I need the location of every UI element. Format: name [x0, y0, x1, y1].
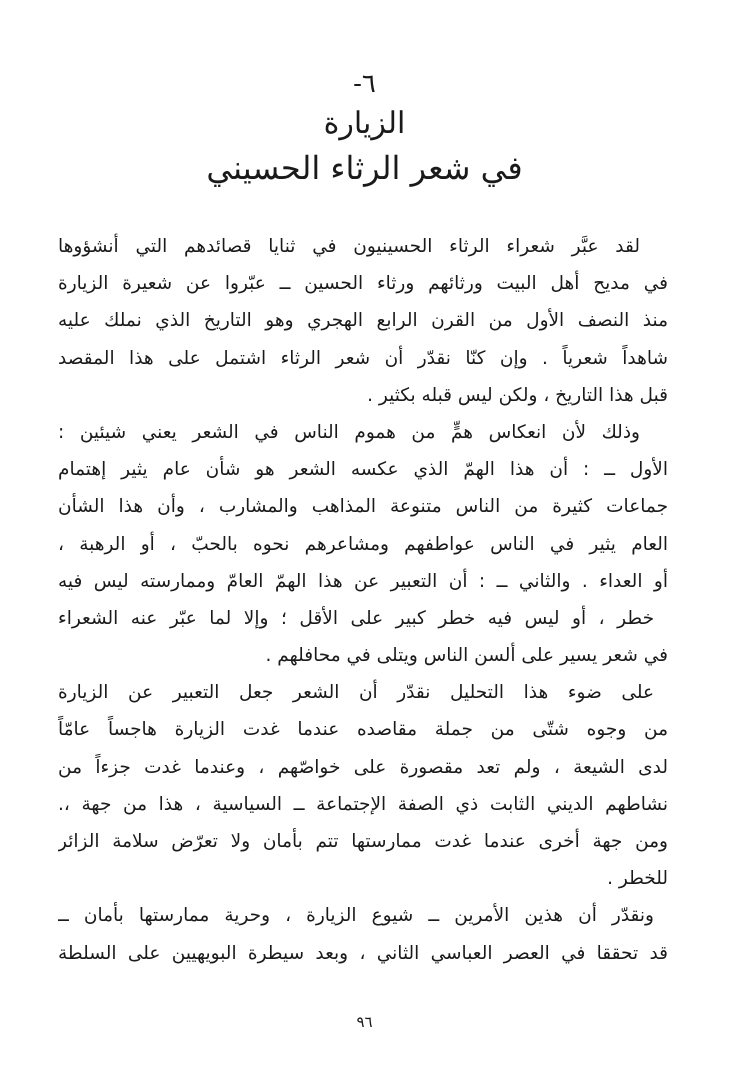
text-line: شاهداً شعرياً . وإن كنّا نقدّر أن شعر الرثاء اشتمل على هذا المقصد	[58, 347, 668, 369]
text-line: للخطر .	[607, 868, 668, 890]
page-number: ٩٦	[356, 1013, 373, 1031]
body-text	[58, 228, 668, 972]
text-line: لدى الشيعة ، ولم تعد مقصورة على خواصّهم ، وعندما غدت جزءاً من	[58, 756, 668, 778]
text-line: خطر ، أو ليس فيه خطر كبير على الأقل ؛ وإلا لما عبّر عنه الشعراء	[58, 607, 654, 629]
text-line: قبل هذا التاريخ ، ولكن ليس قبله بكثير .	[367, 384, 668, 406]
chapter-subtitle: في شعر الرثاء الحسيني	[206, 149, 523, 187]
chapter-number: -٦	[353, 69, 376, 99]
chapter-title: الزيارة	[323, 106, 406, 141]
text-line: أو العداء . والثاني ــ : أن التعبير عن هذا الهمّ العامّ وممارسته ليس فيه	[58, 570, 668, 592]
text-line: منذ النصف الأول من القرن الرابع الهجري وهو التاريخ الذي نملك عليه	[58, 310, 668, 332]
text-line: وذلك لأن انعكاس همٍّ من هموم الناس في الشعر يعني شيئين :	[58, 421, 640, 443]
text-line: العام يثير في الناس عواطفهم ومشاعرهم نحوه بالحبّ ، أو الرهبة ،	[58, 533, 668, 555]
text-line: في مديح أهل البيت ورثائهم ورثاء الحسين ــ عبّروا عن شعيرة الزيارة	[58, 273, 668, 295]
text-line: على ضوء هذا التحليل نقدّر أن الشعر جعل التعبير عن الزيارة	[58, 682, 654, 704]
text-line: ومن جهة أخرى عندما غدت ممارستها تتم بأمان ولا تعرّض سلامة الزائر	[58, 831, 668, 852]
text-line: قد تحققا في العصر العباسي الثاني ، وبعد سيطرة البويهيين على السلطة	[58, 942, 668, 964]
text-line: نشاطهم الديني الثابت ذي الصفة الإجتماعة ــ السياسية ، هذا من جهة ،.	[58, 793, 668, 815]
text-line: جماعات كثيرة من الناس متنوعة المذاهب والمشارب ، وأن هذا الشأن	[58, 496, 668, 518]
text-line: لقد عبَّر شعراء الرثاء الحسينيون في ثنايا قصائدهم التي أنشؤوها	[58, 236, 640, 257]
text-line: من وجوه شتّى من جملة مقاصده عندما غدت الزيارة هاجساً عامّاً	[58, 719, 668, 741]
text-line: ونقدّر أن هذين الأمرين ــ شيوع الزيارة ، وحرية ممارستها بأمان ــ	[58, 905, 654, 927]
text-line: الأول ــ : أن هذا الهمّ الذي عكسه الشعر هو شأن عام يثير إهتمام	[58, 459, 668, 481]
text-line: في شعر يسير على ألسن الناس ويتلى في محافلهم .	[265, 645, 668, 667]
